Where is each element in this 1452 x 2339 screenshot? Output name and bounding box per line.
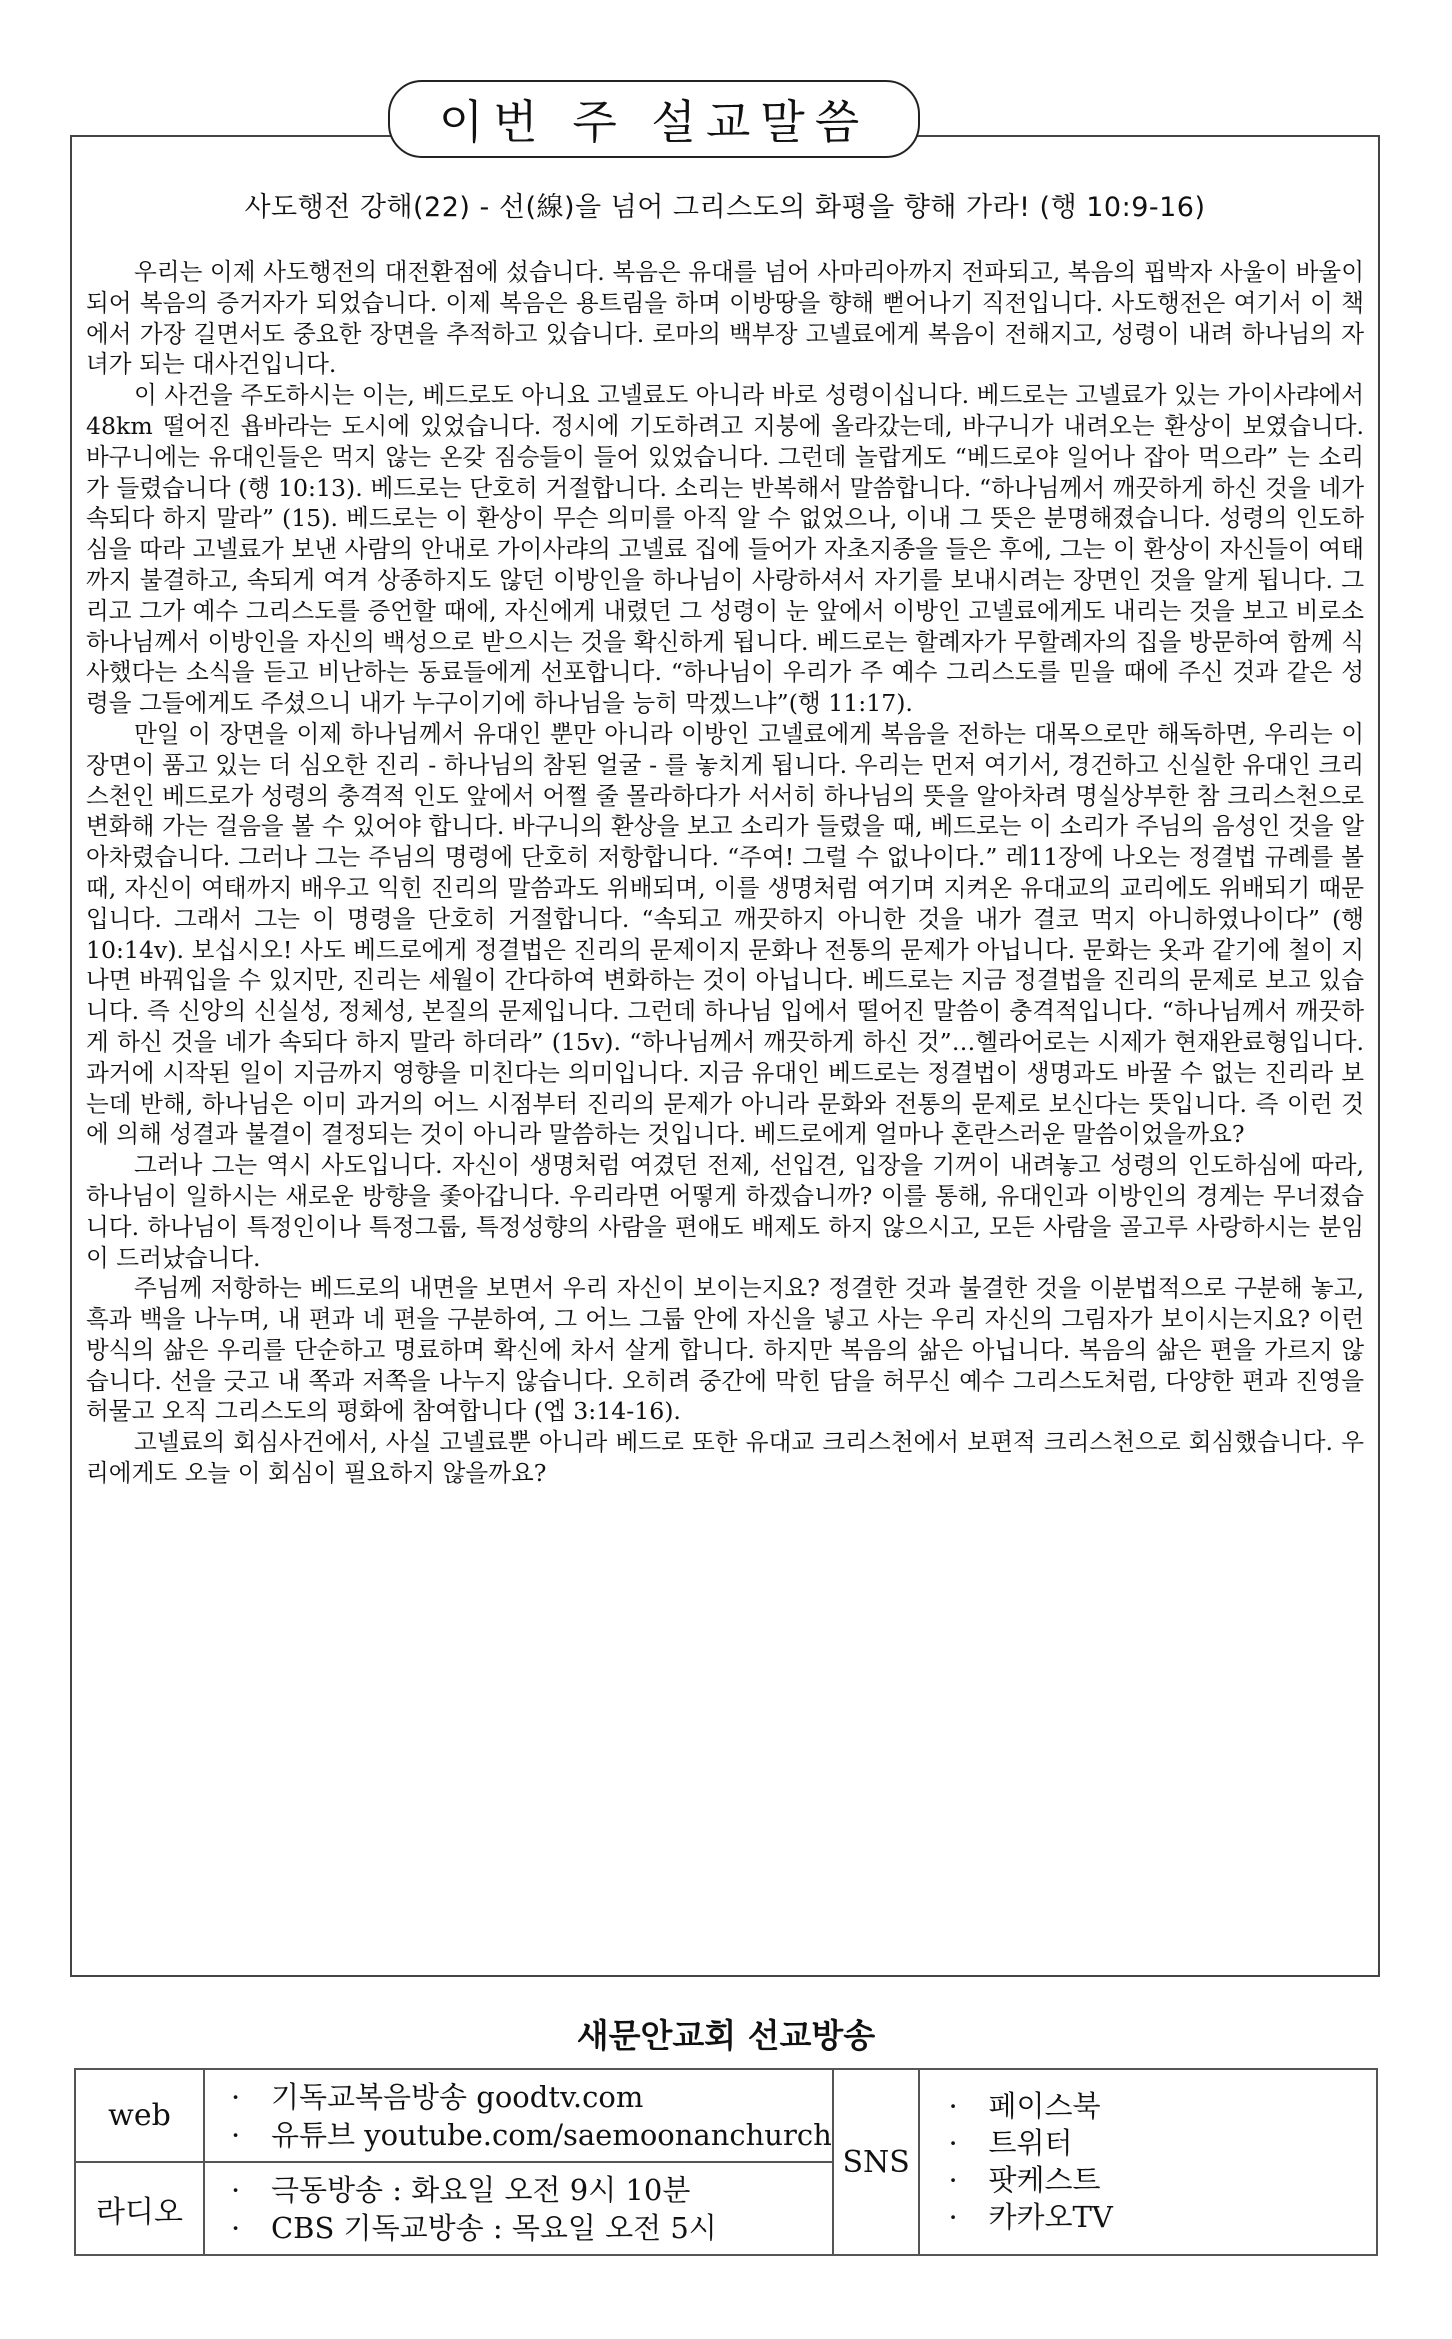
bullet-dot: · — [948, 2163, 958, 2197]
category-sns: SNS — [833, 2069, 920, 2255]
radio-item-cbs: CBS 기독교방송 : 목요일 오전 5시 — [270, 2210, 717, 2245]
category-web: web — [75, 2069, 204, 2162]
sermon-paragraph-1: 우리는 이제 사도행전의 대전환점에 섰습니다. 복음은 유대를 넘어 사마리아까지 전파되고, 복음의 핍박자 사울이 바울이 되어 복음의 증거자가 되었습니다. 이제 복음은 용트림을 하며 이방땅을 향해 뻗어나기 직전입니다. 사도행전은 여기서 이 책에서 가장 길면서도 중요한 장면을 추적하고 있습니다. 로마의 백부장 고넬료에게 복음이 전해지고, 성령이 내려 하나님의 자녀가 되는 대사건입니다. — [86, 258, 1364, 379]
sermon-paragraph-3: 만일 이 장면을 이제 하나님께서 유대인 뿐만 아니라 이방인 고넬료에게 복음을 전하는 대목으로만 해독하면, 우리는 이 장면이 품고 있는 더 심오한 진리 - 하나님의 참된 얼굴 - 를 놓치게 됩니다. 우리는 먼저 여기서, 경건하고 신실한 유대인 크리스천인 베드로가 성령의 충격적 인도 앞에서 어쩔 줄 몰라하다가 서서히 하나님의 뜻을 알아차려 명실상부한 참 크리스천으로 변화해 가는 걸음을 볼 수 있어야 합니다. 바구니의 환상을 보고 소리가 들렸을 때, 베드로는 이 소리가 주님의 음성인 것을 알아차렸습니다. 그러나 그는 주님의 명령에 단호히 저항합니다. “주여! 그럴 수 없나이다.” 레11장에 나오는 정결법 규례를 볼 때, 자신이 여태까지 배우고 익힌 진리의 말씀과도 위배되며, 이를 생명처럼 여기며 지켜온 유대교의 교리에도 위배되기 때문입니다. 그래서 그는 이 명령을 단호히 거절합니다. “속되고 깨끗하지 아니한 것을 내가 결코 먹지 아니하였나이다” (행 10:14v). 보십시오! 사도 베드로에게 정결법은 진리의 문제이지 문화나 전통의 문제가 아닙니다. 문화는 옷과 같기에 철이 지나면 바꿔입을 수 있지만, 진리는 세월이 간다하여 변화하는 것이 아닙니다. 베드로는 지금 정결법을 진리의 문제로 보고 있습니다. 즉 신앙의 신실성, 정체성, 본질의 문제입니다. 그런데 하나님 입에서 떨어진 말씀이 충격적입니다. “하나님께서 깨끗하게 하신 것을 네가 속되다 하지 말라 하더라” (15v). “하나님께서 깨끗하게 하신 것”…헬라어로는 시제가 현재완료형입니다. 과거에 시작된 일이 지금까지 영향을 미친다는 의미입니다. 지금 유대인 베드로는 정결법이 생명과도 바꿀 수 없는 진리라 보는데 반해, 하나님은 이미 과거의 어느 시점부터 진리의 문제가 아니라 문화와 전통의 문제로 보신다는 뜻입니다. 즉 이런 것에 의해 성결과 불결이 결정되는 것이 아니라 말씀하는 것입니다. 베드로에게 얼마나 혼란스러운 말씀이었을까요? — [86, 719, 1364, 1149]
broadcast-title: 새문안교회 선교방송 — [576, 2016, 876, 2055]
sns-list — [919, 2069, 1377, 2255]
bullet-dot: · — [948, 2089, 958, 2123]
sermon-paragraph-5: 주님께 저항하는 베드로의 내면을 보면서 우리 자신이 보이는지요? 정결한 것과 불결한 것을 이분법적으로 구분해 놓고, 흑과 백을 나누며, 내 편과 네 편을 구분하여, 그 어느 그룹 안에 자신을 넣고 사는 우리 자신의 그림자가 보이시는지요? 이런 방식의 삶은 우리를 단순하고 명료하며 확신에 차서 살게 합니다. 하지만 복음의 삶은 아닙니다. 복음의 삶은 편을 가르지 않습니다. 선을 긋고 내 쪽과 저쪽을 나누지 않습니다. 오히려 중간에 막힌 담을 허무신 예수 그리스도처럼, 다양한 편과 진영을 허물고 오직 그리스도의 평화에 참여합니다 (엡 3:14-16). — [86, 1274, 1364, 1426]
broadcast-row-web — [75, 2069, 1377, 2162]
list-item — [948, 2199, 1376, 2236]
sermon-paragraph-2: 이 사건을 주도하시는 이는, 베드로도 아니요 고넬료도 아니라 바로 성령이십니다. 베드로는 고넬료가 있는 가이사랴에서 48km 떨어진 욥바라는 도시에 있었습니다. 정시에 기도하려고 지붕에 올라갔는데, 바구니가 내려오는 환상이 보였습니다. 바구니에는 유대인들은 먹지 않는 온갖 짐승들이 들어 있었습니다. 그런데 놀랍게도 “베드로야 일어나 잡아 먹으라” 는 소리가 들렸습니다 (행 10:13). 베드로는 단호히 거절합니다. 소리는 반복해서 말씀합니다. “하나님께서 깨끗하게 하신 것을 네가 속되다 하지 말라” (15). 베드로는 이 환상이 무슨 의미를 아직 알 수 없었으나, 이내 그 뜻은 분명해졌습니다. 성령의 인도하심을 따라 고넬료가 보낸 사람의 안내로 가이사랴의 고넬료 집에 들어가 자초지종을 들은 후에, 그는 이 환상이 자신들이 여태까지 불결하고, 속되게 여겨 상종하지도 않던 이방인을 하나님이 사랑하셔서 자기를 보내시려는 장면인 것을 알게 됩니다. 그리고 그가 예수 그리스도를 증언할 때에, 자신에게 내렸던 그 성령이 눈 앞에서 이방인 고넬료에게도 내리는 것을 보고 비로소 하나님께서 이방인을 자신의 백성으로 받으시는 것을 확신하게 됩니다. 베드로는 할례자가 무할례자의 집을 방문하여 함께 식사했다는 소식을 듣고 비난하는 동료들에게 선포합니다. “하나님이 우리가 주 예수 그리스도를 믿을 때에 주신 것과 같은 성령을 그들에게도 주셨으니 내가 누구이기에 하나님을 능히 막겠느냐”(행 11:17). — [86, 381, 1364, 718]
list-item — [231, 2209, 832, 2247]
sermon-paragraph-6: 고넬료의 회심사건에서, 사실 고넬료뿐 아니라 베드로 또한 유대교 크리스천에서 보편적 크리스천으로 회심했습니다. 우리에게도 오늘 이 회심이 필요하지 않을까요? — [86, 1428, 1364, 1488]
bullet-dot: · — [230, 2117, 241, 2152]
sermon-box — [70, 135, 1380, 1977]
sermon-subtitle: 사도행전 강해(22) - 선(線)을 넘어 그리스도의 화평을 향해 가라! (행 10:9-16) — [244, 192, 1206, 223]
radio-list — [204, 2162, 833, 2255]
sermon-paragraph-4: 그러나 그는 역시 사도입니다. 자신이 생명처럼 여겼던 전제, 선입견, 입장을 기꺼이 내려놓고 성령의 인도하심에 따라, 하나님이 일하시는 새로운 방향을 좇아갑니다. 우리라면 어떻게 하겠습니까? 이를 통해, 유대인과 이방인의 경계는 무너졌습니다. 하나님이 특정인이나 특정그룹, 특정성향의 사람을 편애도 배제도 하지 않으시고, 모든 사람을 골고루 사랑하시는 분임이 드러났습니다. — [86, 1151, 1364, 1272]
sermon-body — [86, 257, 1364, 1489]
sns-item-podcast: 팟케스트 — [988, 2163, 1101, 2197]
list-item — [231, 2078, 832, 2116]
broadcast-table — [74, 2068, 1378, 2256]
bullet-dot: · — [948, 2126, 958, 2160]
category-radio: 라디오 — [75, 2162, 204, 2255]
page-title: 이번 주 설교말씀 — [388, 80, 920, 158]
web-item-youtube: 유튜브 youtube.com/saemoonanchurch — [270, 2117, 832, 2152]
bullet-dot: · — [948, 2200, 958, 2234]
list-item — [948, 2088, 1376, 2125]
list-item — [231, 2171, 832, 2209]
bullet-dot: · — [230, 2172, 241, 2207]
list-item — [231, 2116, 832, 2154]
list-item — [948, 2125, 1376, 2162]
bullet-dot: · — [230, 2210, 241, 2245]
sns-item-facebook: 페이스북 — [988, 2089, 1101, 2123]
sns-item-kakaotv: 카카오TV — [988, 2200, 1113, 2234]
web-item-goodtv: 기독교복음방송 goodtv.com — [270, 2079, 644, 2114]
web-list — [204, 2069, 833, 2162]
sns-item-twitter: 트위터 — [988, 2126, 1073, 2160]
bullet-dot: · — [230, 2079, 241, 2114]
radio-item-febc: 극동방송 : 화요일 오전 9시 10분 — [270, 2172, 691, 2207]
list-item — [948, 2162, 1376, 2199]
